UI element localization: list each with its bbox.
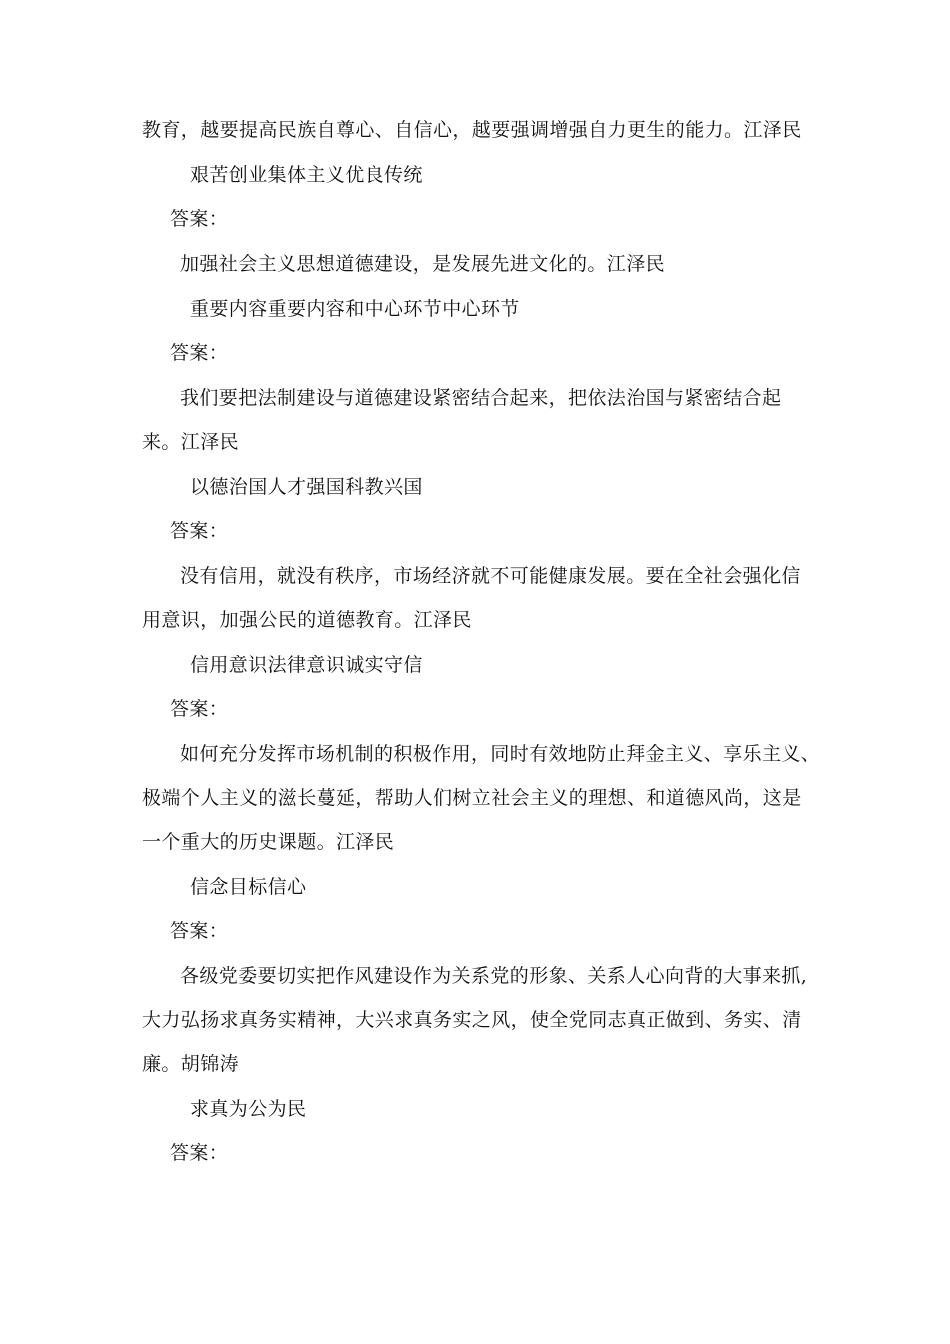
answer-label: 答案： [170,520,229,542]
question-text-line: 来。江泽民 [142,431,240,453]
question-text-line: 极端个人主义的滋长蔓延，帮助人们树立社会主义的理想、和道德风尚，这是 [142,787,802,809]
question-text-line: 我们要把法制建设与道德建设紧密结合起来，把依法治国与紧密结合起 [180,387,782,409]
question-text-line: 如何充分发挥市场机制的积极作用，同时有效地防止拜金主义、享乐主义、 [180,743,821,765]
question-text-line: 用意识，加强公民的道德教育。江泽民 [142,609,472,631]
question-text-line: 廉。胡锦涛 [142,1053,240,1075]
question-text-line: 大力弘扬求真务实精神，大兴求真务实之风，使全党同志真正做到、务实、清 [142,1009,802,1031]
answer-label: 答案： [170,208,229,230]
answer-label: 答案： [170,920,229,942]
question-text-line: 各级党委要切实把作风建设作为关系党的形象、关系人心向背的大事来抓, [180,965,808,987]
question-text-line: 没有信用，就没有秩序，市场经济就不可能健康发展。要在全社会强化信 [180,565,801,587]
answer-options: 艰苦创业集体主义优良传统 [190,164,423,186]
answer-options: 信念目标信心 [190,876,307,898]
question-text-line: 教育，越要提高民族自尊心、自信心，越要强调增强自力更生的能力。江泽民 [142,119,802,141]
answer-label: 答案： [170,698,229,720]
question-text-line: 一个重大的历史课题。江泽民 [142,831,395,853]
answer-label: 答案： [170,1142,229,1164]
answer-options: 重要内容重要内容和中心环节中心环节 [190,298,520,320]
answer-options: 信用意识法律意识诚实守信 [190,654,423,676]
answer-options: 以德治国人才强国科教兴国 [190,476,423,498]
question-text-line: 加强社会主义思想道德建设，是发展先进文化的。江泽民 [180,253,666,275]
answer-options: 求真为公为民 [190,1098,307,1120]
answer-label: 答案： [170,342,229,364]
